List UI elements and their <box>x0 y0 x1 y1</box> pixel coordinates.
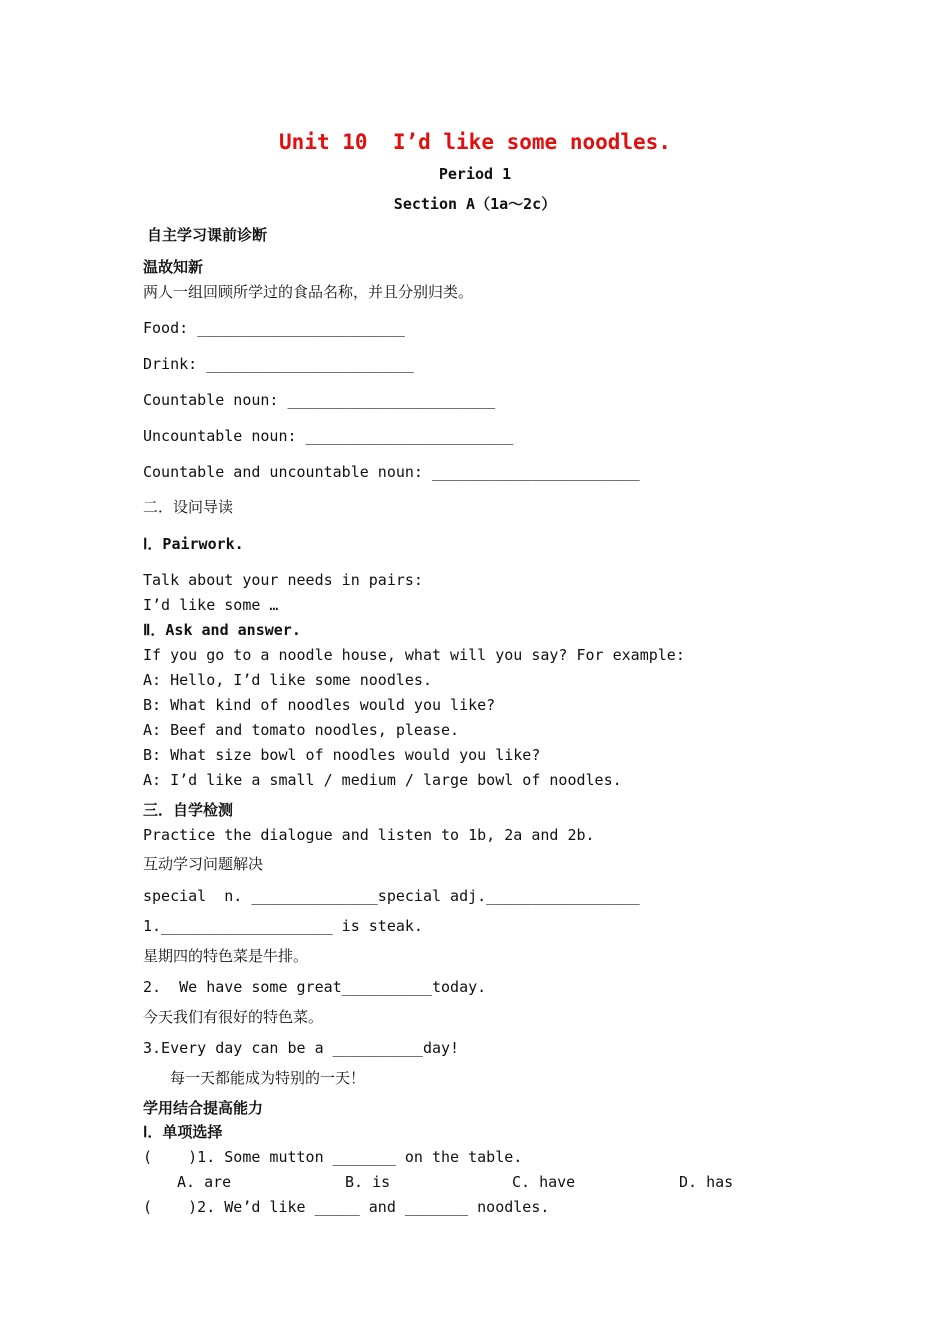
ask-line: If you go to a noodle house, what will you say? For example: <box>143 646 685 664</box>
choice-heading: Ⅰ．单项选择 <box>143 1123 223 1141</box>
dialogue-line: A: Hello, I’d like some noodles. <box>143 671 432 689</box>
exercise-translation: 星期四的特色菜是牛排。 <box>143 947 309 965</box>
exercise-item: 1.___________________ is steak. <box>143 917 423 935</box>
review-heading: 温故知新 <box>143 258 204 276</box>
exercise-translation: 今天我们有很好的特色菜。 <box>143 1008 324 1026</box>
page-title: Unit 10 I’d like some noodles. <box>279 130 671 154</box>
drink-line: Drink: _______________________ <box>143 355 414 373</box>
self-check-line: Practice the dialogue and listen to 1b, 2a and 2b. <box>143 826 595 844</box>
countable-line: Countable noun: _______________________ <box>143 391 496 409</box>
exercise-translation: 每一天都能成为特别的一天！ <box>170 1069 366 1087</box>
pairwork-heading: Ⅰ．Pairwork. <box>143 535 244 553</box>
question-2: ( )2. We’d like _____ and _______ noodles. <box>143 1198 550 1216</box>
both-line: Countable and uncountable noun: _______________________ <box>143 463 640 481</box>
uncountable-line: Uncountable noun: _______________________ <box>143 427 514 445</box>
food-line: Food: _______________________ <box>143 319 405 337</box>
exercise-item: 2. We have some great__________today. <box>143 978 487 996</box>
period-label: Period 1 <box>438 165 512 183</box>
section-label: Section A（1a～2c） <box>393 195 557 213</box>
option-c: C. have <box>512 1173 576 1191</box>
question-1: ( )1. Some mutton _______ on the table. <box>143 1148 523 1166</box>
special-line: special n. ______________special adj._________________ <box>143 887 640 905</box>
option-a: A. are <box>177 1173 232 1191</box>
ask-heading: Ⅱ．Ask and answer. <box>143 621 301 639</box>
dialogue-line: B: What size bowl of noodles would you like? <box>143 746 541 764</box>
practice-heading: 学用结合提高能力 <box>143 1099 264 1117</box>
self-check-heading: 三．自学检测 <box>143 801 234 819</box>
option-d: D. has <box>679 1173 734 1191</box>
dialogue-line: A: Beef and tomato noodles, please. <box>143 721 460 739</box>
exercise-item: 3.Every day can be a __________day! <box>143 1039 460 1057</box>
interactive-heading: 互动学习问题解决 <box>143 855 264 873</box>
pairwork-line: I’d like some … <box>143 596 279 614</box>
dialogue-line: B: What kind of noodles would you like? <box>143 696 496 714</box>
preview-heading: 自主学习课前诊断 <box>147 226 268 244</box>
dialogue-line: A: I’d like a small / medium / large bowl of noodles. <box>143 771 622 789</box>
guide-heading: 二．设问导读 <box>143 498 234 516</box>
pairwork-line: Talk about your needs in pairs: <box>143 571 423 589</box>
option-b: B. is <box>345 1173 391 1191</box>
review-instruction: 两人一组回顾所学过的食品名称，并且分别归类。 <box>143 283 474 301</box>
